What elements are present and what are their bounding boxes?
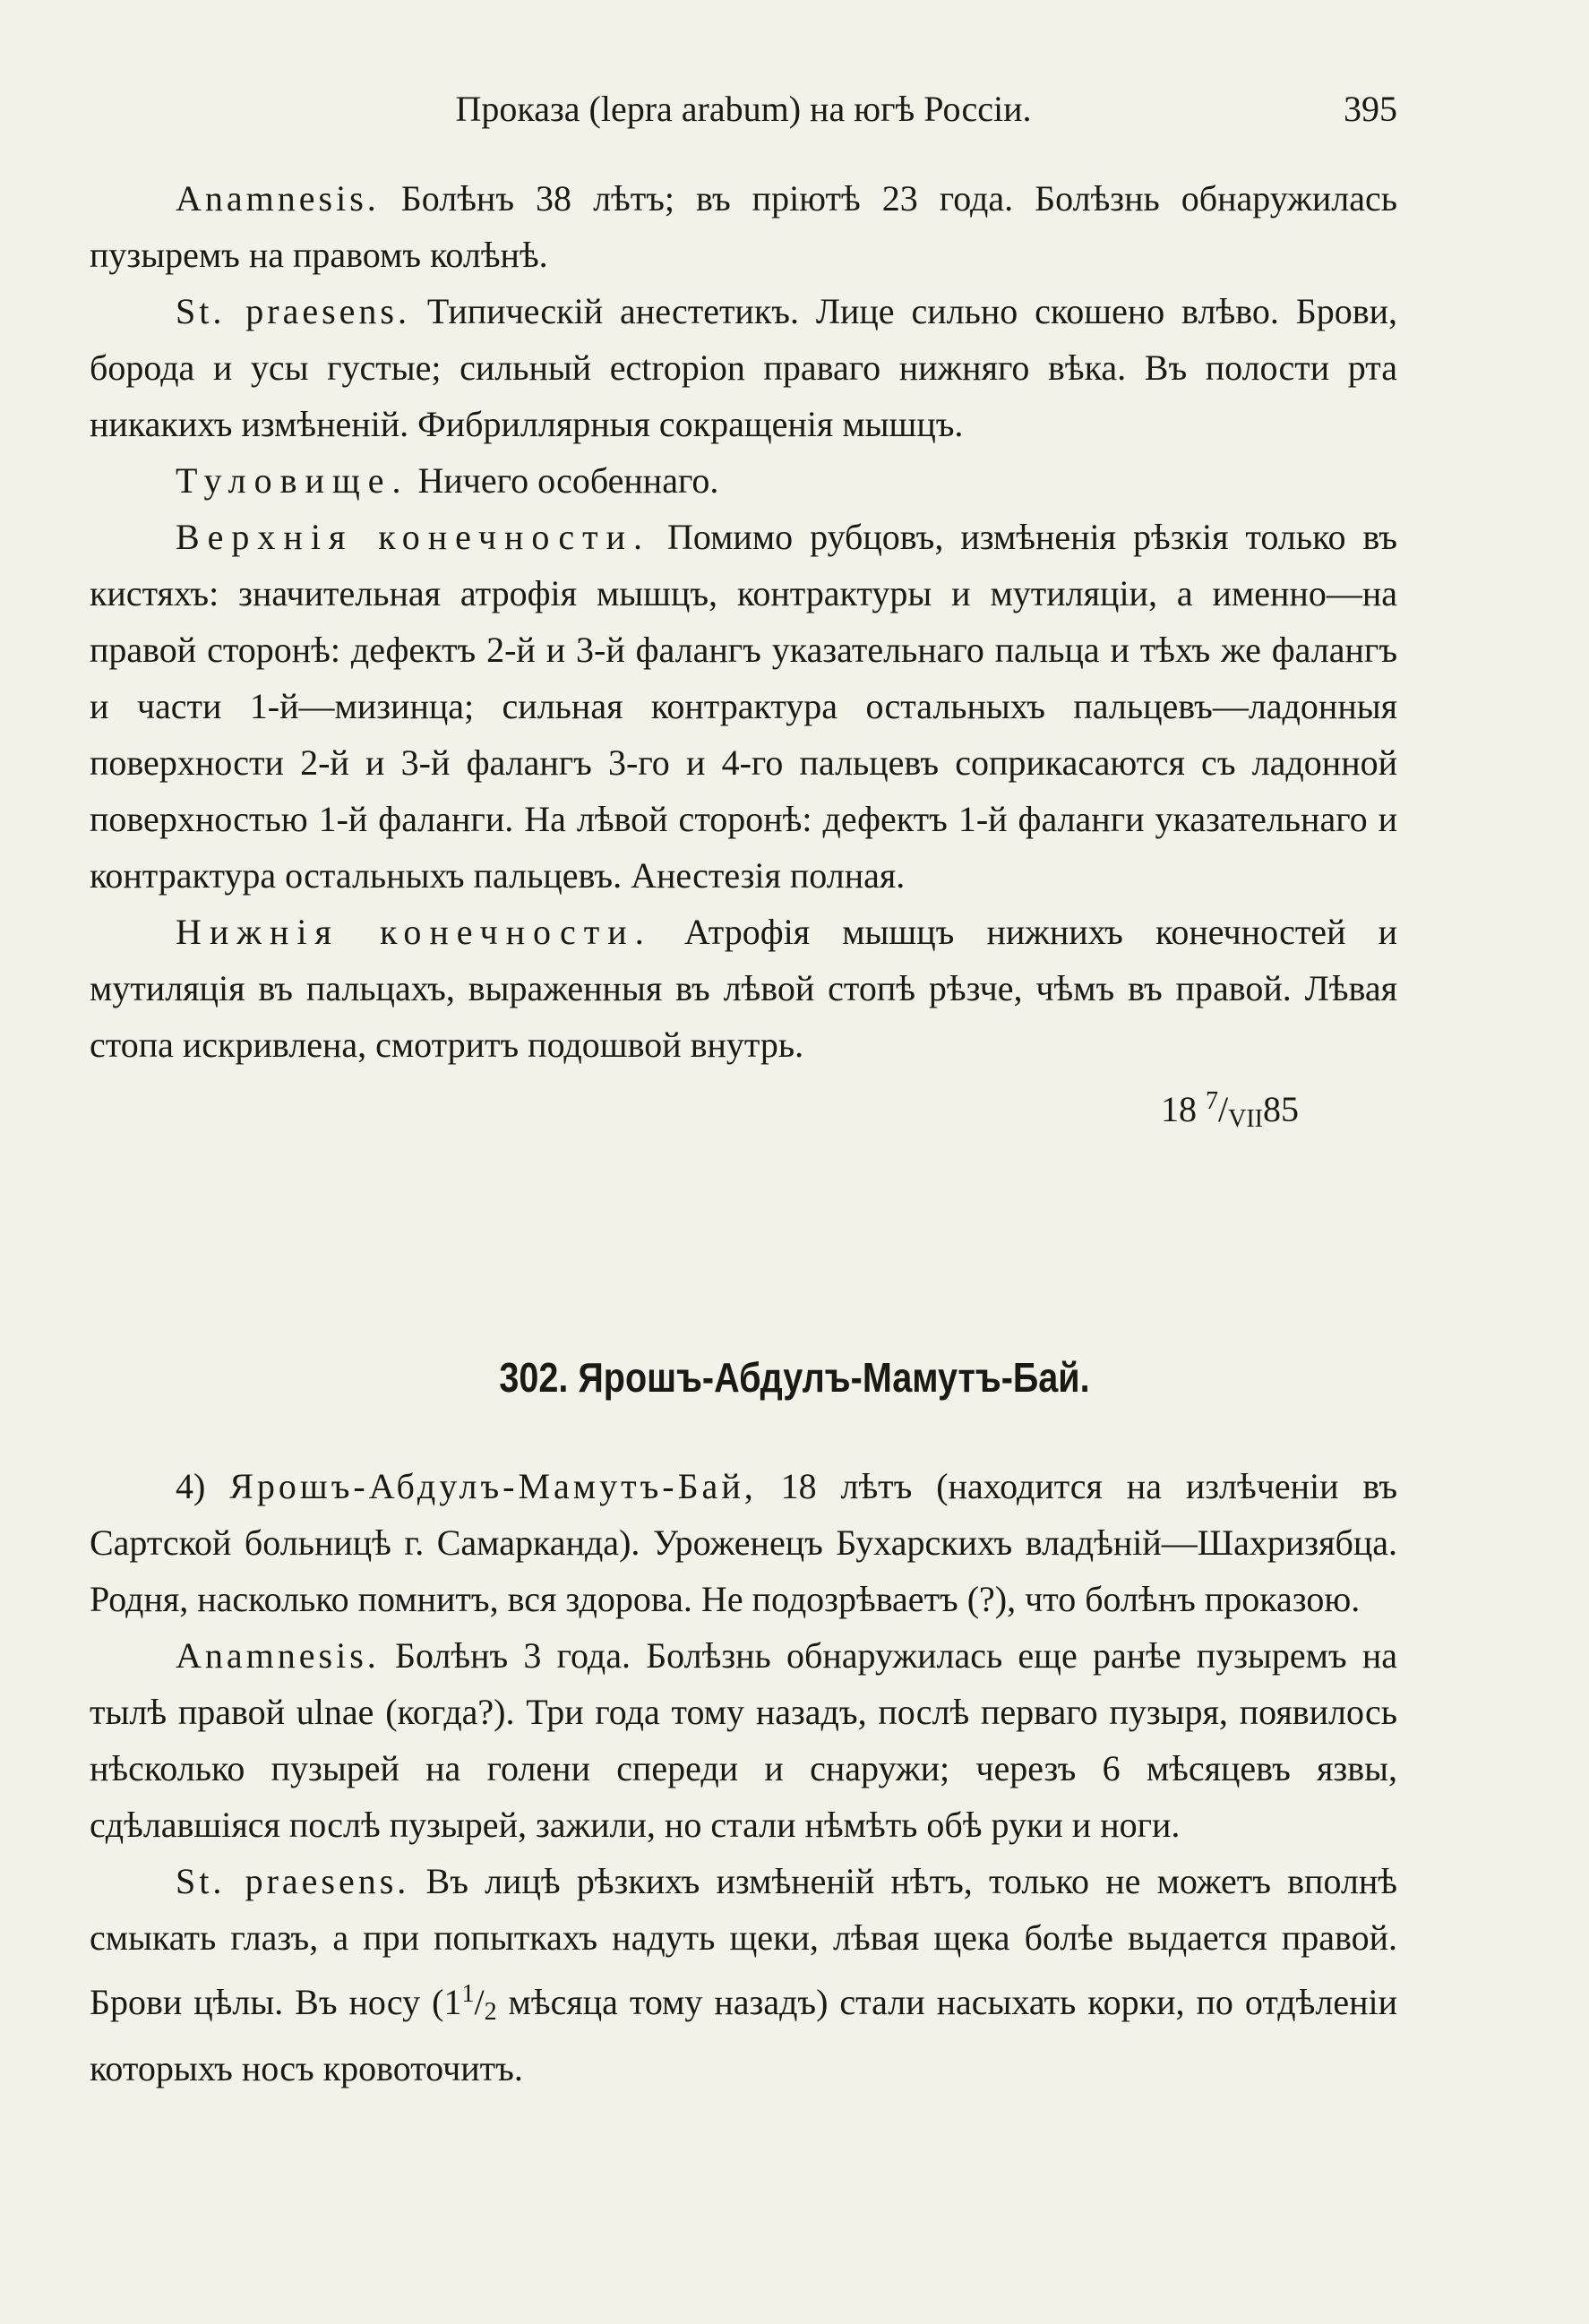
- upper-limbs-label: Верхнія конечности.: [176, 517, 651, 557]
- upper-limbs-paragraph: [90, 509, 1397, 904]
- st-praesens-text-a: Въ лицѣ рѣзкихъ измѣненій нѣтъ, только не можетъ вполнѣ смыкать глазъ, а при попыткахъ надуть щеки, лѣвая щека болѣе выдается правой. Брови цѣлы. Въ носу (1: [90, 1861, 1398, 2022]
- anamnesis-text: Болѣнъ 38 лѣтъ; въ пріютѣ 23 года. Болѣзнь обнаружилась пузыремъ на правомъ колѣнѣ.: [90, 178, 1397, 275]
- case-301-text: [90, 170, 1397, 1147]
- upper-limbs-text: Помимо рубцовъ, измѣненія рѣзкія только въ кистяхъ: значительная атрофія мышцъ, контрактуры и мутиляціи, а именно—на правой сторонѣ: дефектъ 2-й и 3-й фалангъ указательнаго пальца и тѣхъ же фалангъ и части 1-й—мизинца; сильная контрактура остальныхъ пальцевъ—ладонныя поверхности 2-й и 3-й фалангъ 3-го и 4-го пальцевъ соприкасаются съ ладонной поверхностью 1-й фаланги. На лѣвой сторонѣ: дефектъ 1-й фаланги указательнаго и контрактура остальныхъ пальцевъ. Анестезія полная.: [90, 517, 1397, 896]
- lower-limbs-text: Атрофія мышцъ нижнихъ конечностей и мутиляція въ пальцахъ, выраженныя въ лѣвой стопѣ рѣзче, чѣмъ въ правой. Лѣвая стопа искривлена, смотритъ подошвой внутрь.: [90, 912, 1397, 1065]
- page-number: 395: [1344, 89, 1397, 129]
- case-302-heading: 302. Ярошъ-Абдулъ-Мамутъ-Бай.: [499, 1354, 1090, 1401]
- record-date: 18 $^7/_{VII}85$: [1161, 1087, 1299, 1133]
- anamnesis-text: Болѣнъ 3 года. Болѣзнь обнаружилась еще ранѣе пузыремъ на тылѣ правой ulnae (когда?). Три года тому назадъ, послѣ перваго пузыря, появилось нѣсколько пузырей на голени спереди и снаружи; черезъ 6 мѣсяцевъ язвы, сдѣлавшіяся послѣ пузырей, зажили, но стали нѣмѣть обѣ руки и ноги.: [90, 1635, 1397, 1845]
- st-praesens-text: Типическій анестетикъ. Лице сильно скошено влѣво. Брови, борода и усы густые; сильный ectropion праваго нижняго вѣка. Въ полости рта никакихъ измѣненій. Фибриллярныя сокращенія мышцъ.: [90, 291, 1397, 444]
- st-praesens-label: St. praesens.: [176, 1861, 410, 1901]
- trunk-label: Туловище.: [176, 460, 409, 501]
- anamnesis-label: Anamnesis.: [176, 178, 380, 219]
- st-praesens-label: St. praesens.: [176, 291, 410, 331]
- st-praesens-paragraph: [90, 283, 1397, 452]
- intro-paragraph: [90, 1458, 1397, 1627]
- date-month-roman: VII: [1228, 1105, 1263, 1133]
- intro-text: 18 лѣтъ (находится на излѣченіи въ Сартской больницѣ г. Самарканда). Уроженецъ Бухарскихъ владѣній—Шахризябца. Родня, насколько помнитъ, вся здорова. Не подозрѣваетъ (?), что болѣнъ проказою.: [90, 1466, 1397, 1619]
- anamnesis-paragraph: [90, 170, 1397, 283]
- fraction-denominator: 2: [484, 1998, 497, 2026]
- date-day: 18: [1161, 1089, 1197, 1129]
- patient-name: Ярошъ-Абдулъ-Мамутъ-Бай,: [229, 1466, 757, 1506]
- anamnesis-label: Anamnesis.: [176, 1635, 380, 1676]
- lower-limbs-paragraph: [90, 904, 1397, 1073]
- st-praesens-paragraph: St. praesens. Въ лицѣ рѣзкихъ измѣненій нѣтъ, только не можетъ вполнѣ смыкать глазъ, а при попыткахъ надуть щеки, лѣвая щека болѣе выдается правой. Брови цѣлы. Въ носу ($1^1/_2$ мѣсяца тому назадъ) стали насыхать корки, по отдѣленіи которыхъ носъ кровоточитъ.: [90, 1861, 1398, 2088]
- case-302-text: [90, 1458, 1397, 2097]
- intro-number: 4): [176, 1466, 206, 1506]
- fraction-numerator: 1: [461, 1980, 475, 2008]
- date-month-number: 7: [1206, 1087, 1218, 1115]
- running-title: Проказа (lepra arabum) на югѣ Россіи.: [455, 89, 1032, 129]
- date-year: 85: [1263, 1089, 1299, 1129]
- trunk-text: Ничего особеннаго.: [417, 460, 719, 501]
- lower-limbs-label: Нижнія конечности.: [176, 912, 652, 952]
- st-praesens-text-b: мѣсяца тому назадъ) стали насыхать корки, по отдѣленіи которыхъ носъ кровоточитъ.: [90, 1982, 1397, 2088]
- trunk-paragraph: [90, 452, 1397, 509]
- anamnesis-paragraph: [90, 1627, 1397, 1853]
